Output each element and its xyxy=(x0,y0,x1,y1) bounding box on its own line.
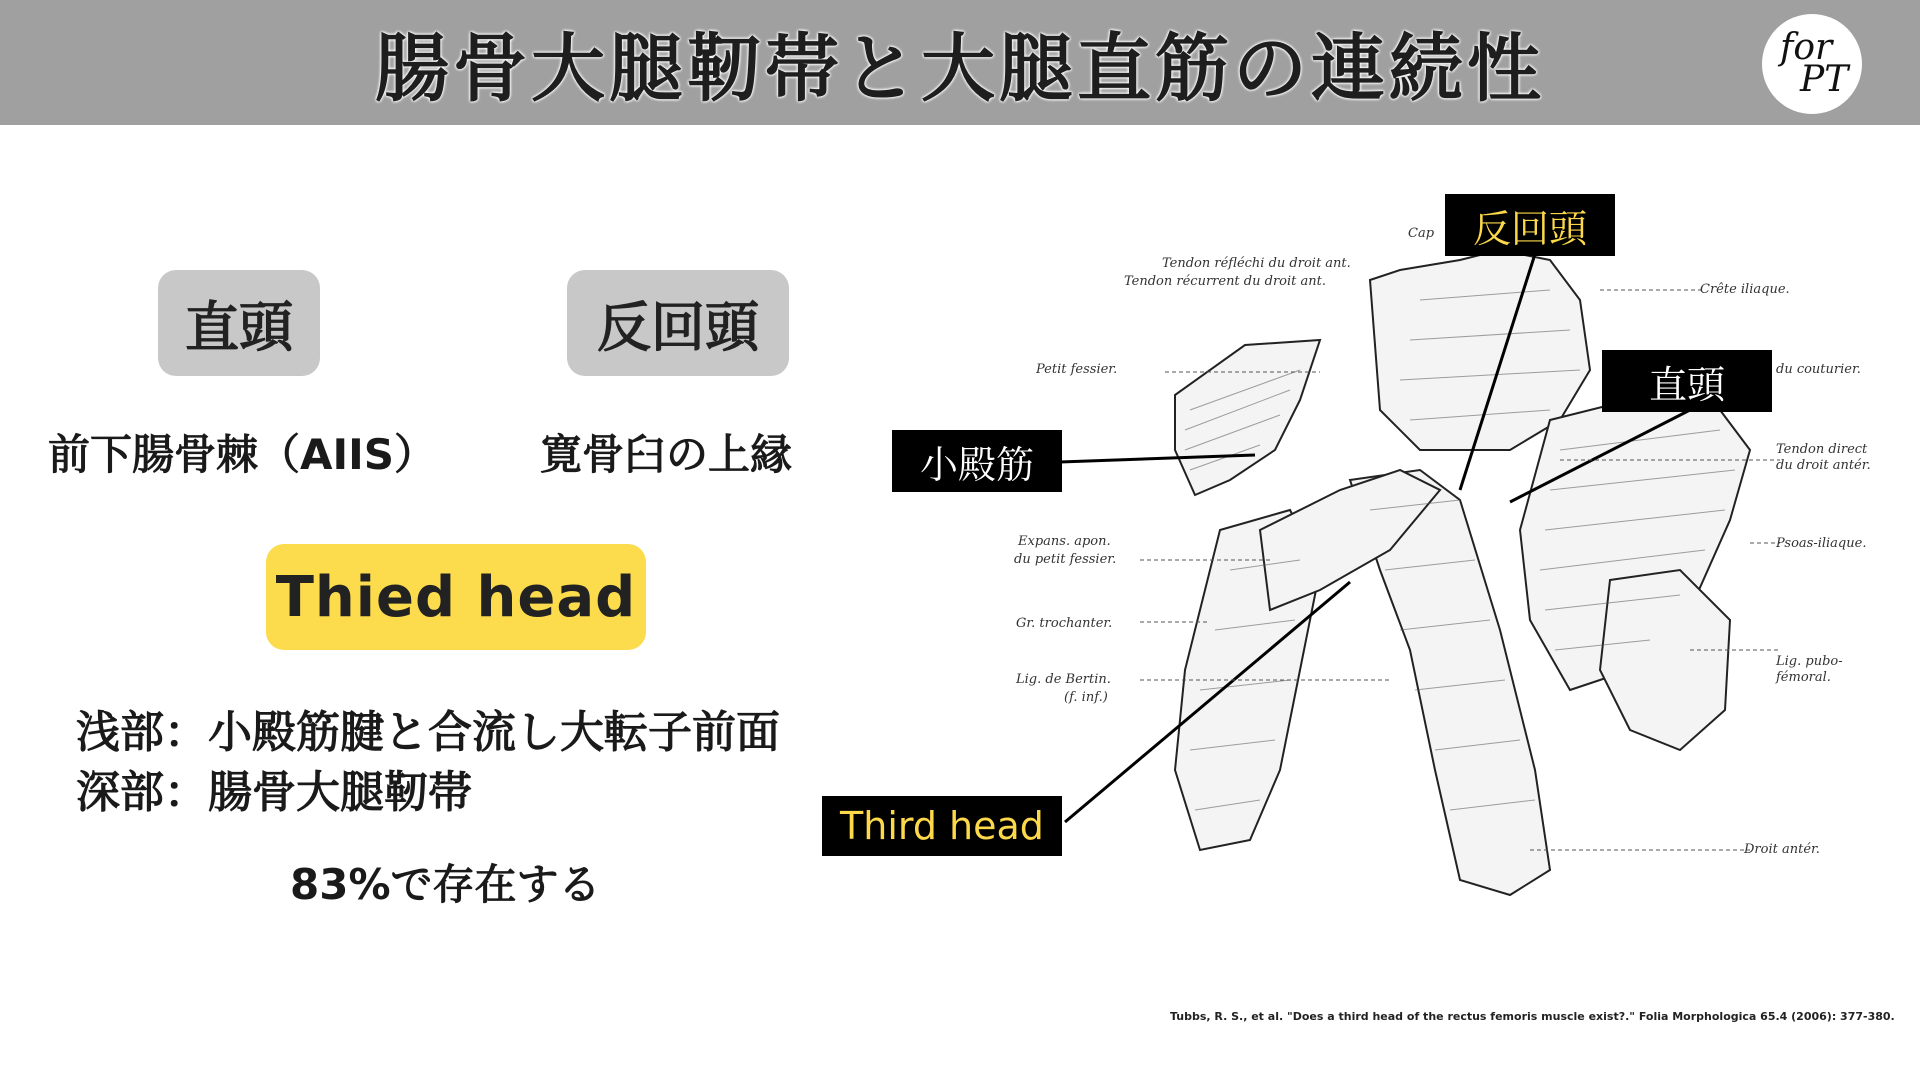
direct-head-pill: 直頭 xyxy=(158,270,320,376)
direct-head-label: 直頭 xyxy=(1602,350,1772,412)
logo-line-2: PT xyxy=(1800,59,1849,100)
for-pt-logo xyxy=(1762,14,1862,114)
annotation-f-inf: (f. inf.) xyxy=(1064,690,1108,705)
annotation-femoral: fémoral. xyxy=(1776,670,1831,685)
annotation-du-petit-fessier: du petit fessier. xyxy=(1014,552,1117,567)
annotation-droit-anter: Droit antér. xyxy=(1744,842,1820,857)
direct-head-origin: 前下腸骨棘（AIIS） xyxy=(48,430,437,479)
third-head-label: Third head xyxy=(822,796,1062,856)
annotation-lig-pubo: Lig. pubo- xyxy=(1776,654,1843,669)
third-head-pill: Thied head xyxy=(266,544,646,650)
annotation-tendon-reflechi: Tendon réfléchi du droit ant. xyxy=(1162,256,1351,271)
annotation-petit-fessier: Petit fessier. xyxy=(1036,362,1118,377)
annotation-couturier: du couturier. xyxy=(1776,362,1861,377)
annotation-psoas-iliaque: Psoas-iliaque. xyxy=(1776,536,1867,551)
superficial-part-text: 浅部：小殿筋腱と合流し大転子前面 xyxy=(76,707,780,758)
page-title: 腸骨大腿靭帯と大腿直筋の連続性 xyxy=(375,25,1545,112)
prevalence-text: 83%で存在する xyxy=(290,860,601,909)
logo-line-1: for xyxy=(1780,27,1833,68)
annotation-tendon-direct: Tendon direct xyxy=(1776,442,1868,457)
gluteus-minimus-label: 小殿筋 xyxy=(892,430,1062,492)
reflected-head-origin: 寛骨臼の上縁 xyxy=(540,430,793,479)
hip-anatomy-illustration xyxy=(990,150,1890,950)
annotation-lig-de-bertin: Lig. de Bertin. xyxy=(1016,672,1111,687)
annotation-du-droit-anter: du droit antér. xyxy=(1776,458,1871,473)
deep-part-text: 深部：腸骨大腿靭帯 xyxy=(76,767,472,818)
annotation-crete-iliaque: Crête iliaque. xyxy=(1700,282,1790,297)
citation: Tubbs, R. S., et al. "Does a third head of the rectus femoris muscle exist?." Folia Morphologica 65.4 (2006): 377-380. xyxy=(1170,1010,1895,1023)
annotation-tendon-recurrent: Tendon récurrent du droit ant. xyxy=(1124,274,1326,289)
annotation-cap: Cap xyxy=(1408,226,1435,241)
annotation-gr-trochanter: Gr. trochanter. xyxy=(1016,616,1113,631)
annotation-expans-apon: Expans. apon. xyxy=(1018,534,1111,549)
gluteus-minimus-shape xyxy=(1175,340,1320,495)
reflected-head-pill: 反回頭 xyxy=(567,270,789,376)
reflected-head-label: 反回頭 xyxy=(1445,194,1615,256)
